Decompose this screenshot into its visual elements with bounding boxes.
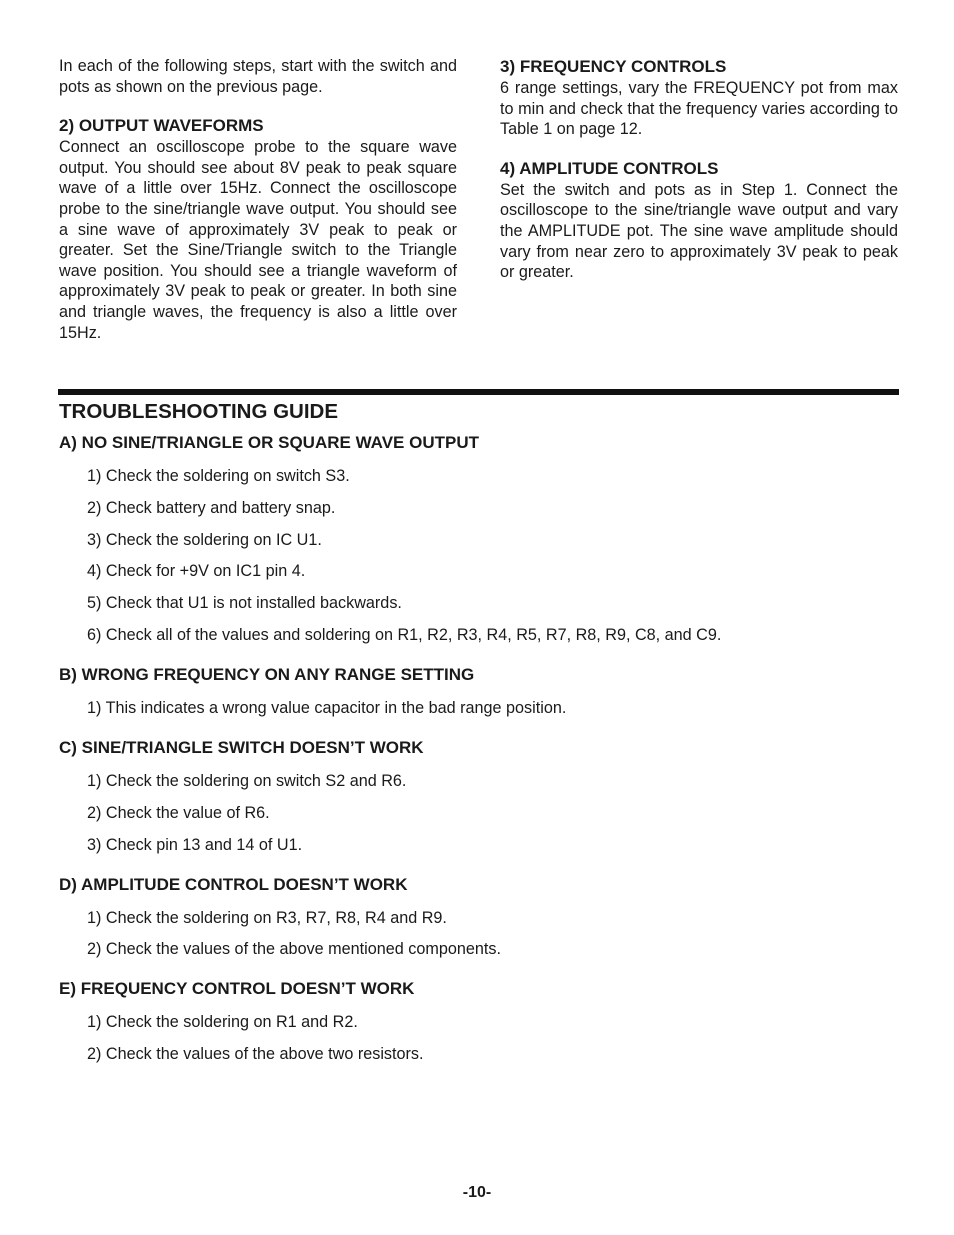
section-heading: D) AMPLITUDE CONTROL DOESN’T WORK	[59, 874, 408, 894]
check-list	[59, 908, 899, 960]
left-column	[59, 56, 457, 343]
section-frequency-control	[59, 978, 899, 1064]
list-item: 3) Check the soldering on IC U1.	[87, 530, 322, 549]
list-item: 3) Check pin 13 and 14 of U1.	[87, 835, 303, 854]
page-number: -10-	[462, 1184, 492, 1201]
section-heading: A) NO SINE/TRIANGLE OR SQUARE WAVE OUTPUT	[59, 433, 479, 452]
frequency-controls-heading: 3) FREQUENCY CONTROLS	[500, 57, 727, 76]
section-amplitude	[59, 874, 899, 960]
list-item: 1) Check the soldering on R1 and R2.	[87, 1013, 358, 1032]
list-item: 2) Check the values of the above two resistors.	[87, 1045, 424, 1064]
amplitude-controls-text: Set the switch and pots as in Step 1. Connect the oscilloscope to the sine/triangle wave output and vary the AMPLITUDE pot. The sine wave amplitude should vary from near zero to approximately 3V peak to peak or greater.	[500, 180, 898, 282]
check-list	[59, 698, 899, 718]
list-item: 5) Check that U1 is not installed backwards.	[87, 594, 402, 613]
list-item: 1) This indicates a wrong value capacitor in the bad range position.	[87, 698, 567, 717]
list-item: 6) Check all of the values and soldering on R1, R2, R3, R4, R5, R7, R8, R9, C8, and C9.	[87, 625, 722, 644]
troubleshooting-title: TROUBLESHOOTING GUIDE	[59, 400, 339, 423]
list-item: 2) Check the value of R6.	[87, 803, 270, 822]
list-item: 4) Check for +9V on IC1 pin 4.	[87, 562, 306, 581]
section-no-output	[59, 432, 899, 645]
check-list	[59, 1012, 899, 1064]
list-item: 2) Check the values of the above mentioned components.	[87, 940, 501, 959]
check-list	[59, 466, 899, 645]
check-list	[59, 771, 899, 855]
list-item: 2) Check battery and battery snap.	[87, 498, 336, 517]
list-item: 1) Check the soldering on R3, R7, R8, R4 and R9.	[87, 908, 447, 927]
section-wrong-frequency	[59, 664, 899, 718]
list-item: 1) Check the soldering on switch S3.	[87, 467, 350, 485]
section-heading: C) SINE/TRIANGLE SWITCH DOESN’T WORK	[59, 737, 424, 757]
section-divider	[58, 389, 899, 395]
intro-text: In each of the following steps, start with the switch and pots as shown on the previous page.	[59, 57, 457, 96]
frequency-controls-text: 6 range settings, vary the FREQUENCY pot from max to min and check that the frequency varies according to Table 1 on page 12.	[500, 79, 898, 139]
troubleshooting-guide	[59, 398, 899, 1064]
amplitude-controls-heading: 4) AMPLITUDE CONTROLS	[500, 158, 719, 178]
section-switch	[59, 737, 899, 855]
section-heading: B) WRONG FREQUENCY ON ANY RANGE SETTING	[59, 664, 475, 684]
output-waveforms-text: Connect an oscilloscope probe to the square wave output. You should see about 8V peak to peak square wave of a little over 15Hz. Connect the oscilloscope probe to the sine/triangle wave output. You should see a sine wave of approximately 3V peak to peak or greater. Set the Sine/Triangle switch to the Triangle wave position. You should see a triangle waveform of approximately 3V peak to peak or greater. In both sine and triangle waves, the frequency is also a little over 15Hz.	[59, 138, 457, 342]
right-column	[500, 56, 898, 283]
section-heading: E) FREQUENCY CONTROL DOESN’T WORK	[59, 979, 415, 999]
output-waveforms-heading: 2) OUTPUT WAVEFORMS	[59, 116, 264, 136]
list-item: 1) Check the soldering on switch S2 and R6.	[87, 771, 407, 790]
